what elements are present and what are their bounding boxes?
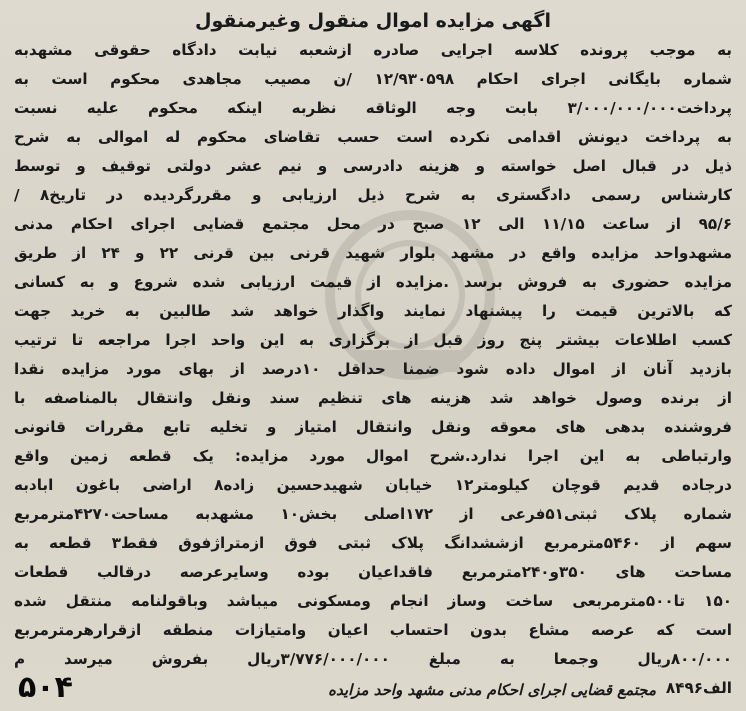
notice-body <box>14 36 732 703</box>
notice-line: ۸۰۰/۰۰۰ریال وجمعا به مبلغ ۳/۷۷۶/۰۰۰/۰۰۰ریال بفروش میرسد م <box>14 650 732 668</box>
issuer-signature: مجتمع قضایی اجرای احکام مدنی مشهد واحد مزایده <box>328 681 656 699</box>
notice-line: درجاده قدیم قوچان کیلومتر۱۲ خیابان شهیدحسین زاده۸ اراضی باغون ابادبه <box>14 476 732 494</box>
notice-line: شماره بایگانی اجرای احکام ۱۲/۹۳۰۵۹۸ /ن مصیب مجاهدی محکوم است به <box>14 70 732 88</box>
notice-line: پرداخت۳/۰۰۰/۰۰۰/۰۰۰ بابت وجه الوثاقه نظربه اینکه محکوم علیه نسبت <box>14 99 732 117</box>
notice-line: فروشنده بدهی های معوقه ونقل وانتقال امتیاز و تخلیه تابع مقررات قانونی <box>14 418 732 436</box>
page-number: ۵۰۴ <box>18 670 73 705</box>
notice-line: ۹۵/۶ از ساعت ۱۱/۱۵ الی ۱۲ صبح در محل مجتمع قضایی اجرای احکام مدنی <box>14 215 732 233</box>
notice-line: الف۸۴۹۶ <box>665 679 732 697</box>
notice-line: کسب اطلاعات بیشتر پنج روز قبل از برگزاری به این واحد اجرا مراجعه تا ترتیب <box>14 331 732 349</box>
notice-line: مشهدواحد مزایده واقع در مشهد بلوار شهید قرنی بین قرنی ۲۲ و ۲۴ از طریق <box>14 244 732 262</box>
notice-line: کارشناس رسمی دادگستری به شرح ذیل ارزیابی و مقررگردیده در تاریخ۸ / <box>14 186 732 204</box>
notice-line: به موجب پرونده کلاسه اجرایی صادره ازشعبه نیابت دادگاه حقوقی مشهدبه <box>14 41 732 59</box>
notice-line: مزایده حضوری به فروش برسد .مزایده از قیمت ارزیابی شده شروع و به کسانی <box>14 273 732 291</box>
notice-line: سهم از ۵۴۶۰مترمربع ازششدانگ پلاک ثبتی فوق ازمتراژفوق فقط۳ قطعه به <box>14 534 732 552</box>
notice-line: به پرداخت دیونش اقدامی نکرده است حسب تقاضای محکوم له اموالی به شرح <box>14 128 732 146</box>
notice-line: که بالاترین قیمت را پیشنهاد نمایند واگذار خواهد شد طالبین به خرید جهت <box>14 302 732 320</box>
notice-line: بازدید آنان از اموال داده شود ضمنا حداقل ۱۰درصد از بهای مورد مزایده نقدا <box>14 360 732 378</box>
notice-line: ذیل در قبال اصل خواسته و هزینه دادرسی و نیم عشر دولتی توقیف و توسط <box>14 157 732 175</box>
notice-line: وارتباطی به این اجرا ندارد.شرح اموال مورد مزایده: یک قطعه زمین واقع <box>14 447 732 465</box>
notice-line: مساحت های ۳۵۰و۲۴۰مترمربع فاقداعیان بوده وسایرعرصه درقالب قطعات <box>14 563 732 581</box>
notice-line: از برنده وصول خواهد شد هزینه های تنظیم سند ونقل وانتقال بالمناصفه با <box>14 389 732 407</box>
auction-notice <box>14 6 732 703</box>
notice-title: اگهی مزایده اموال منقول وغیرمنقول <box>195 10 551 32</box>
notice-line: ۱۵۰ تا۵۰۰مترمربعی ساخت وساز انجام ومسکونی میباشد وباقولنامه منتقل شده <box>14 592 732 610</box>
notice-line: است که عرصه مشاع بدون احتساب اعیان وامتیازات منطقه ازقرارهرمترمربع <box>14 621 732 639</box>
notice-line: شماره پلاک ثبتی۵۱فرعی از ۱۷۲اصلی بخش۱۰ مشهدبه مساحت۴۲۷۰مترمربع <box>14 505 732 523</box>
